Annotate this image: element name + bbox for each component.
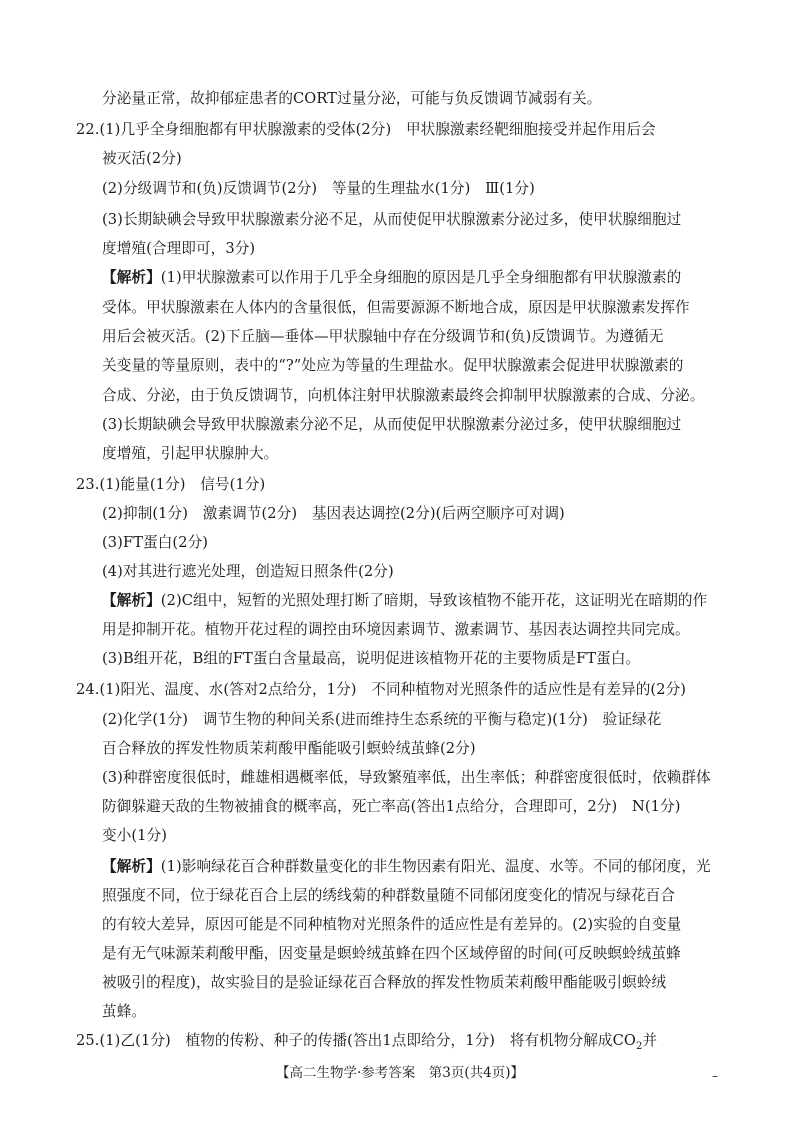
text-line: 被吸引的程度)，故实验目的是验证绿花百合释放的挥发性物质茉莉酸甲酯能吸引螟蛉绒	[102, 974, 667, 991]
text-line: 分泌量正常，故抑郁症患者的CORT过量分泌，可能与负反馈调节减弱有关。	[102, 90, 602, 107]
text-line: (2)分级调节和(负)反馈调节(2分) 等量的生理盐水(1分) Ⅲ(1分)	[102, 180, 535, 197]
text-line: 是有无气味源茉莉酸甲酯，因变量是螟蛉绒茧蜂在四个区域停留的时间(可反映螟蛉绒茧蜂	[102, 945, 681, 962]
analysis-tag: 【解析】	[102, 858, 161, 875]
subscript: 2	[635, 1040, 643, 1052]
text-line: 照强度不同，位于绿花百合上层的绣线菊的种群数量随不同郁闭度变化的情况与绿花百合	[102, 887, 676, 904]
text-line: 百合释放的挥发性物质茉莉酸甲酯能吸引螟蛉绒茧蜂(2分)	[102, 740, 476, 757]
footer-dash: –	[712, 1069, 718, 1083]
question-23-line: 23.(1)能量(1分) 信号(1分)	[76, 476, 266, 493]
text-line: (4)对其进行遮光处理，创造短日照条件(2分)	[102, 563, 394, 580]
analysis-23-line: 【解析】(2)C组中，短暂的光照处理打断了暗期，导致该植物不能开花，这证明光在暗期的作	[102, 592, 708, 609]
text-line: 度增殖，引起甲状腺肿大。	[102, 445, 279, 462]
text-line: 用后会被灭活。(2)下丘脑—垂体—甲状腺轴中存在分级调节和(负)反馈调节。为遵循无	[102, 328, 664, 345]
text-line: (2)化学(1分) 调节生物的种间关系(进而维持生态系统的平衡与稳定)(1分) 验证绿花	[102, 711, 662, 728]
question-22-line: 22.(1)几乎全身细胞都有甲状腺激素的受体(2分) 甲状腺激素经靶细胞接受并起作用后会	[76, 121, 656, 138]
question-25-line: 25.(1)乙(1分) 植物的传粉、种子的传播(答出1点即给分，1分) 将有机物分解成$CO_2$并	[76, 1032, 658, 1052]
text-line: 的有较大差异，原因可能是不同种植物对光照条件的适应性是有差异的。(2)实验的自变量	[102, 916, 682, 933]
analysis-tag: 【解析】	[102, 592, 161, 609]
text-line: 茧蜂。	[102, 1003, 147, 1020]
text-line: 防御躲避天敌的生物被捕食的概率高，死亡率高(答出1点给分，合理即可，2分) N(1分)	[102, 798, 681, 815]
text-line: 受体。甲状腺激素在人体内的含量很低，但需要源源不断地合成，原因是甲状腺激素发挥作	[102, 299, 690, 316]
text-line: 用是抑制开花。植物开花过程的调控由环境因素调节、激素调节、基因表达调控共同完成。	[102, 621, 690, 638]
analysis-24-line: 【解析】(1)影响绿花百合种群数量变化的非生物因素有阳光、温度、水等。不同的郁闭度，光	[102, 858, 711, 875]
text-line: (3)长期缺碘会导致甲状腺激素分泌不足，从而使促甲状腺激素分泌过多，使甲状腺细胞过	[102, 211, 682, 228]
text-line: 合成、分泌，由于负反馈调节，向机体注射甲状腺激素最终会抑制甲状腺激素的合成、分泌。	[102, 387, 705, 404]
text-line: (2)抑制(1分) 激素调节(2分) 基因表达调控(2分)(后两空顺序可对调)	[102, 505, 565, 522]
text-line: 被灭活(2分)	[102, 150, 182, 167]
text-line: (3)FT蛋白(2分)	[102, 534, 209, 551]
text-line: 关变量的等量原则，表中的“?”处应为等量的生理盐水。促甲状腺激素会促进甲状腺激素的	[102, 357, 684, 374]
analysis-tag: 【解析】	[102, 269, 161, 286]
analysis-22-line: 【解析】(1)甲状腺激素可以作用于几乎全身细胞的原因是几乎全身细胞都有甲状腺激素的	[102, 269, 682, 286]
text-line: 度增殖(合理即可，3分)	[102, 240, 256, 257]
text-line: 变小(1分)	[102, 827, 168, 844]
question-24-line: 24.(1)阳光、温度、水(答对2点给分，1分) 不同种植物对光照条件的适应性是有差异的(2分)	[76, 681, 687, 698]
text-line: (3)长期缺碘会导致甲状腺激素分泌不足，从而使促甲状腺激素分泌过多，使甲状腺细胞过	[102, 416, 682, 433]
text-line: (3)B组开花，B组的FT蛋白含量最高，说明促进该植物开花的主要物质是FT蛋白。	[102, 650, 641, 667]
text-line: (3)种群密度很低时，雌雄相遇概率低，导致繁殖率低，出生率低；种群密度很低时，依赖群体	[102, 769, 711, 786]
page-footer: 【高二生物学·参考答案 第3页(共4页)】	[275, 1065, 524, 1081]
